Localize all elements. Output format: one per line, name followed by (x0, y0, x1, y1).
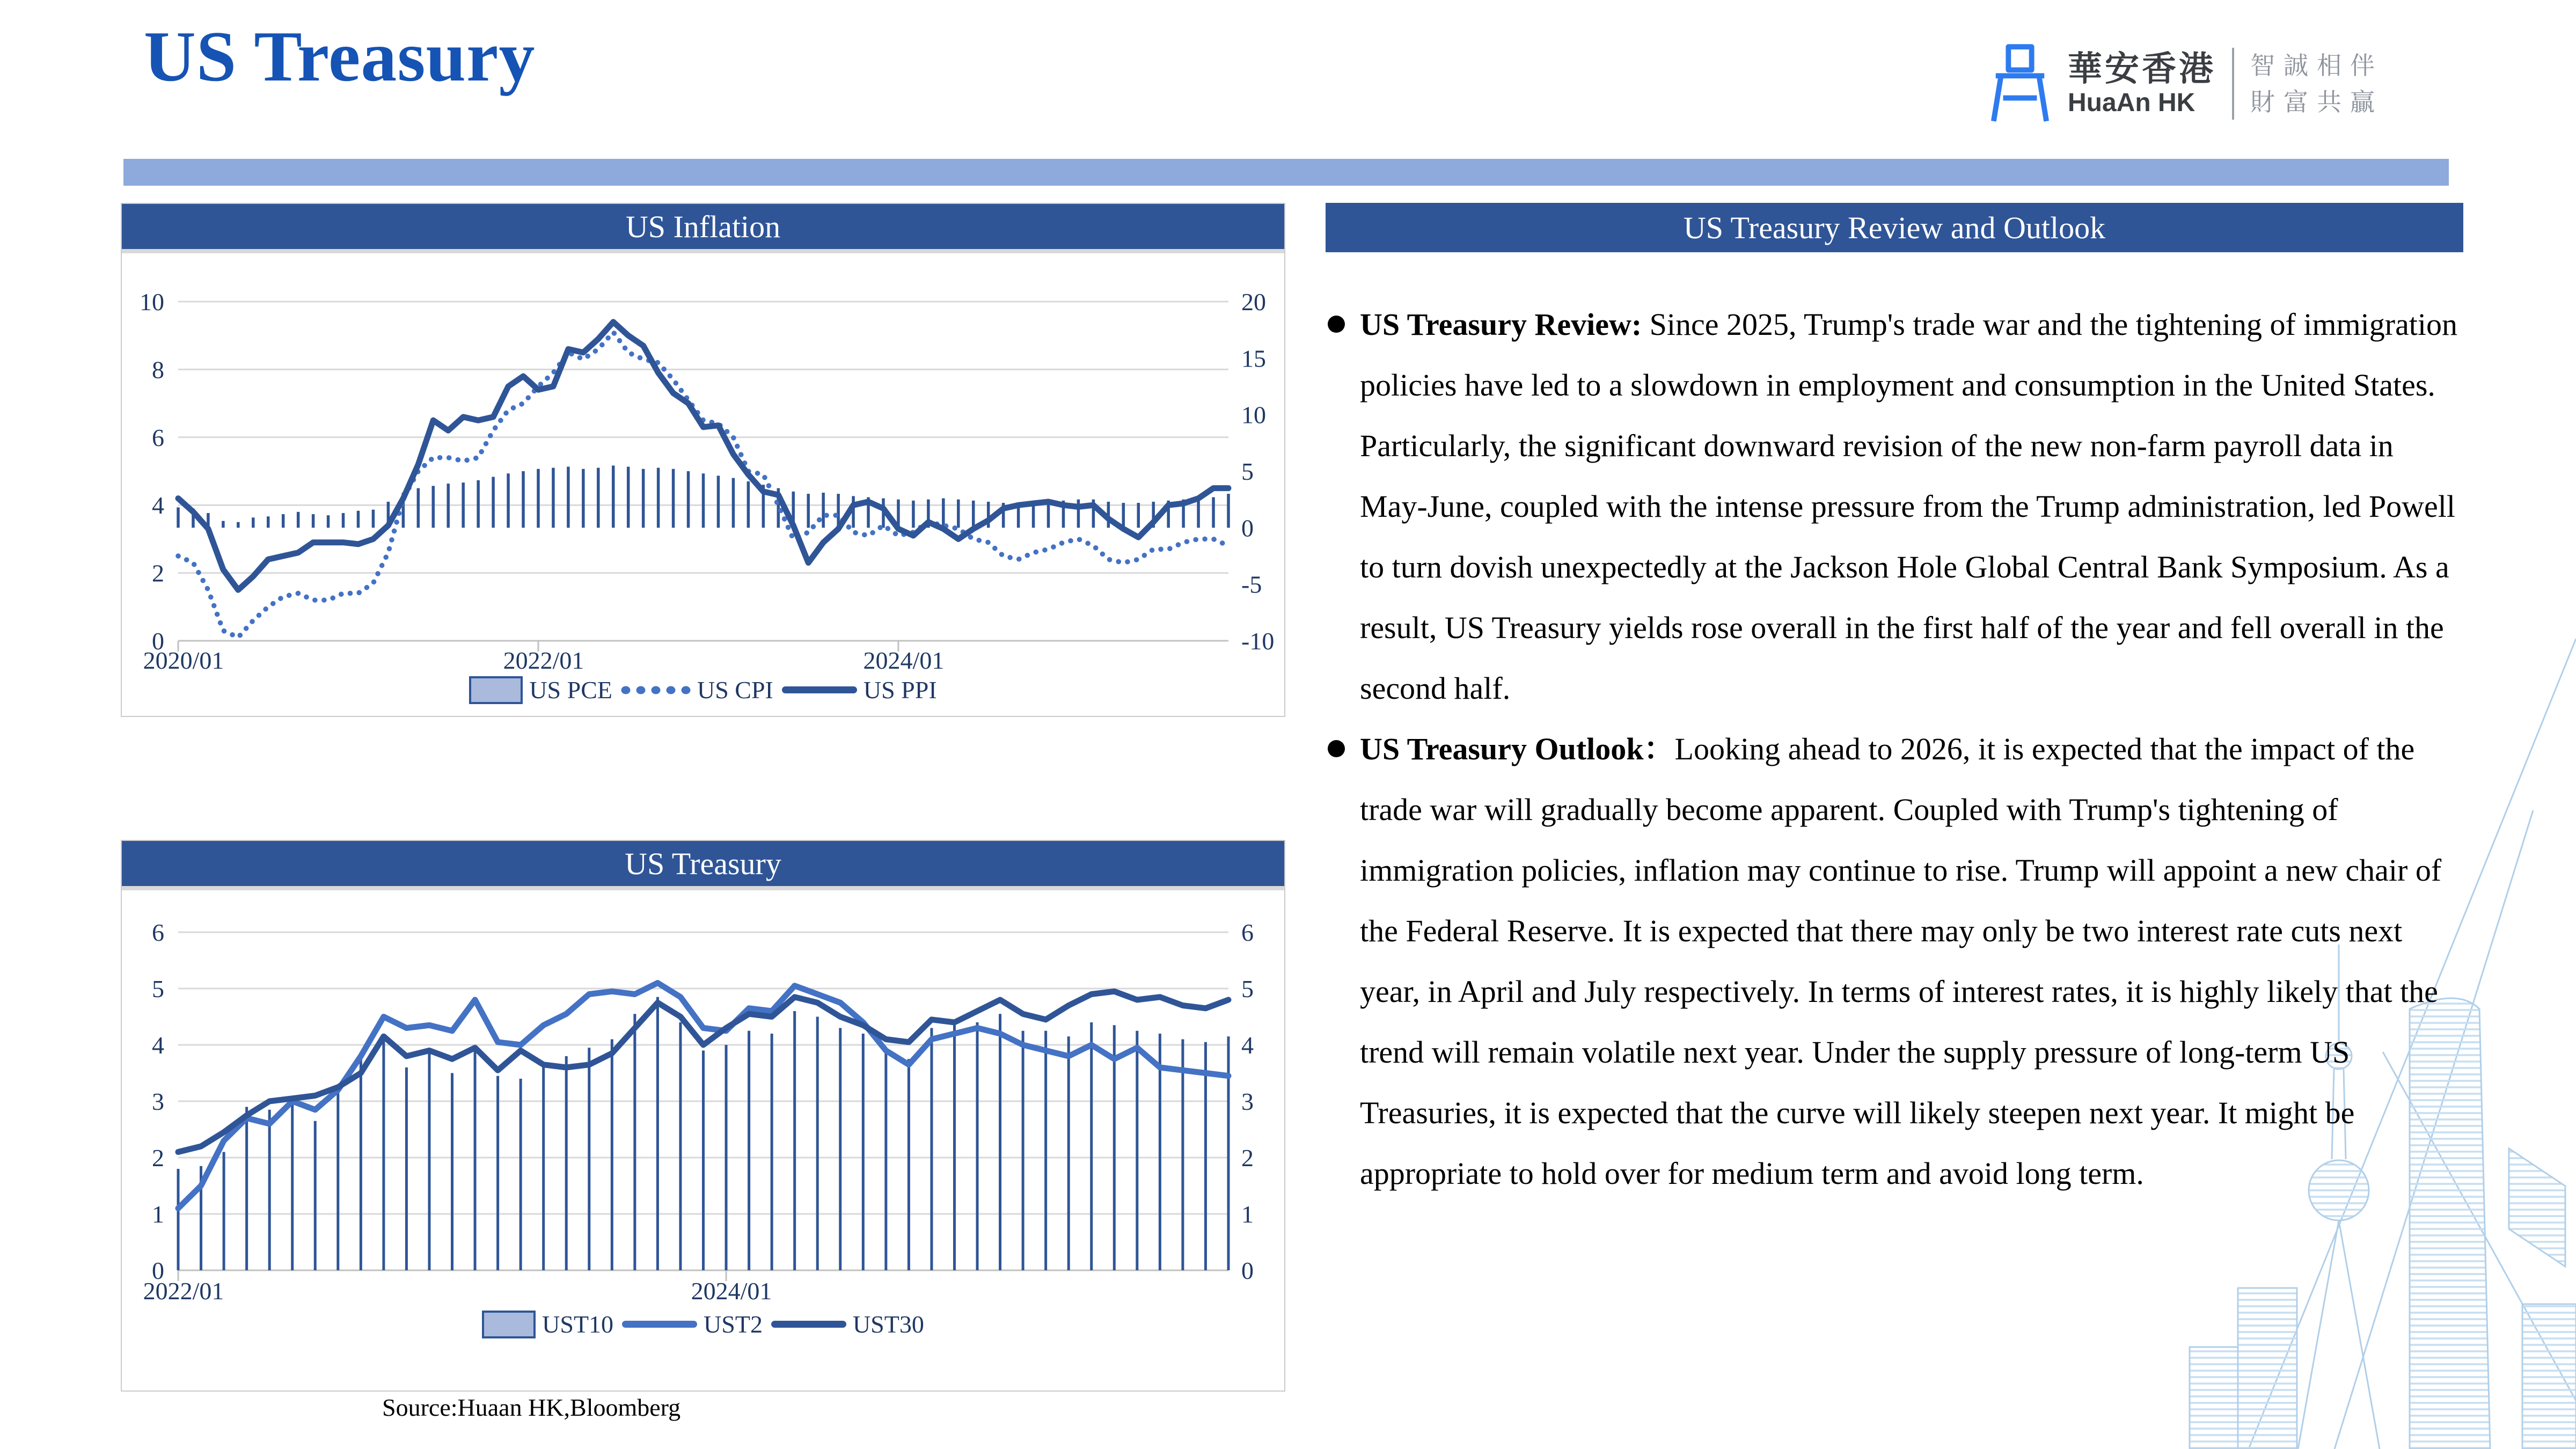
page-title: US Treasury (144, 17, 536, 96)
y-axis-label-right: -5 (1241, 570, 1262, 598)
y-axis-label-right: 2 (1241, 1144, 1254, 1172)
y-axis-label-left: 6 (152, 919, 164, 946)
y-axis-label-left: 0 (152, 627, 164, 655)
legend-item-ust2 (622, 1310, 763, 1338)
y-axis-label-left: 5 (152, 975, 164, 1002)
legend-label: UST10 (542, 1311, 614, 1338)
huaan-logo (1988, 43, 2383, 125)
review-panel-title: US Treasury Review and Outlook (1683, 210, 2106, 245)
x-axis-label: 2022/01 (143, 1277, 224, 1305)
ust10-bars (178, 997, 1228, 1270)
source-note: Source:Huaan HK,Bloomberg (382, 1394, 681, 1421)
review-panel-header (1326, 203, 2463, 252)
inflation-chart-title: US Inflation (625, 209, 781, 244)
us-cpi-legend-swatch (621, 685, 691, 695)
treasury-chart-plot (122, 890, 1284, 1309)
y-axis-label-left: 6 (152, 423, 164, 451)
y-axis-label-left: 2 (152, 559, 164, 587)
legend-item-ust10 (482, 1310, 613, 1338)
treasury-chart-legend (122, 1310, 1284, 1338)
legend-item-us-pce (469, 676, 612, 704)
ust30-legend-swatch (771, 1321, 846, 1328)
review-panel-body (1327, 294, 2460, 1204)
logo-tagline-2: 財富共贏 (2250, 88, 2383, 116)
us-ppi-legend-swatch (782, 686, 857, 693)
logo-en-name: HuaAn HK (2068, 89, 2196, 117)
y-axis-label-left: 3 (152, 1088, 164, 1115)
y-axis-label-left: 8 (152, 356, 164, 384)
bullet-icon (1328, 316, 1345, 333)
legend-label: US PPI (863, 676, 937, 704)
bullet-icon (1328, 740, 1345, 757)
ust2-legend-swatch (622, 1321, 697, 1328)
y-axis-label-left: 4 (152, 1031, 164, 1059)
legend-label: UST30 (852, 1311, 924, 1338)
y-axis-label-left: 4 (152, 492, 164, 519)
x-axis-label: 2024/01 (863, 647, 945, 674)
inflation-chart-legend (122, 676, 1284, 704)
y-axis-label-right: -10 (1241, 627, 1275, 655)
logo-cn-name: 華安香港 (2068, 49, 2216, 88)
legend-item-us-ppi (782, 676, 937, 704)
list-item (1327, 719, 2460, 1204)
y-axis-label-right: 15 (1241, 345, 1266, 372)
y-axis-label-right: 0 (1241, 1257, 1254, 1284)
y-axis-label-right: 0 (1241, 514, 1254, 542)
y-axis-label-left: 0 (152, 1257, 164, 1284)
us-pce-bars (178, 465, 1228, 528)
us-ppi-series (178, 322, 1228, 590)
logo-name-block (2068, 49, 2216, 118)
us-pce-legend-swatch (469, 676, 523, 704)
y-axis-label-left: 10 (140, 288, 164, 316)
legend-item-ust30 (771, 1310, 924, 1338)
legend-label: US CPI (697, 676, 773, 704)
logo-taglines (2250, 47, 2383, 120)
bullet-label: US Treasury Outlook： (1360, 731, 1675, 766)
y-axis-label-left: 2 (152, 1144, 164, 1172)
bullet-text: Looking ahead to 2026, it is expected that the impact of the trade war will gradually become apparent. Coupled with Trump's tightening of immigration policies, inflation may continue to rise. Trump will appoint a new chair of the Federal Reserve. It is expected that there may only be two interest rate cuts next year, in April and July respectively. In terms of interest rates, it is highly likely that the trend will remain volatile next year. Under the supply pressure of long-term US Treasuries, it is expected that the curve will likely steepen next year. It might be appropriate to hold over for medium term and avoid long term. (1360, 731, 2442, 1191)
logo-square (2008, 47, 2031, 70)
y-axis-label-right: 6 (1241, 919, 1254, 946)
y-axis-label-right: 5 (1241, 975, 1254, 1002)
y-axis-label-right: 4 (1241, 1031, 1254, 1059)
inflation-chart-plot (122, 253, 1284, 675)
list-item (1327, 294, 2460, 719)
x-axis-label: 2020/01 (143, 647, 224, 674)
treasury-chart-title: US Treasury (625, 846, 781, 881)
bullet-text: Since 2025, Trump's trade war and the tightening of immigration policies have led to a slowdown in employment and consumption in the United States. Particularly, the significant downward revision of the new non-farm payroll data in May-June, coupled with the intense pressure from the Trump administration, led Powell to turn dovish unexpectedly at the Jackson Hole Global Central Bank Symposium. As a result, US Treasury yields rose overall in the first half of the year and fell overall in the second half. (1360, 307, 2458, 706)
huaan-logo-mark (1988, 43, 2052, 125)
accent-bar (123, 159, 2449, 186)
treasury-chart-header (122, 841, 1284, 890)
y-axis-label-right: 5 (1241, 458, 1254, 485)
inflation-chart-header (122, 204, 1284, 253)
ust10-legend-swatch (482, 1311, 536, 1338)
treasury-chart-panel (121, 840, 1285, 1392)
x-axis-label: 2024/01 (691, 1277, 772, 1305)
y-axis-label-right: 3 (1241, 1088, 1254, 1115)
legend-label: UST2 (704, 1311, 763, 1338)
logo-divider (2232, 48, 2234, 120)
logo-tagline-1: 智誠相伴 (2250, 52, 2383, 79)
legend-item-us-cpi (621, 676, 773, 704)
y-axis-label-left: 1 (152, 1201, 164, 1228)
y-axis-label-right: 10 (1241, 401, 1266, 429)
legend-label: US PCE (529, 676, 612, 704)
bullet-label: US Treasury Review: (1360, 307, 1642, 342)
x-axis-label: 2022/01 (503, 647, 584, 674)
y-axis-label-right: 1 (1241, 1201, 1254, 1228)
inflation-chart-panel (121, 203, 1285, 717)
y-axis-label-right: 20 (1241, 288, 1266, 316)
